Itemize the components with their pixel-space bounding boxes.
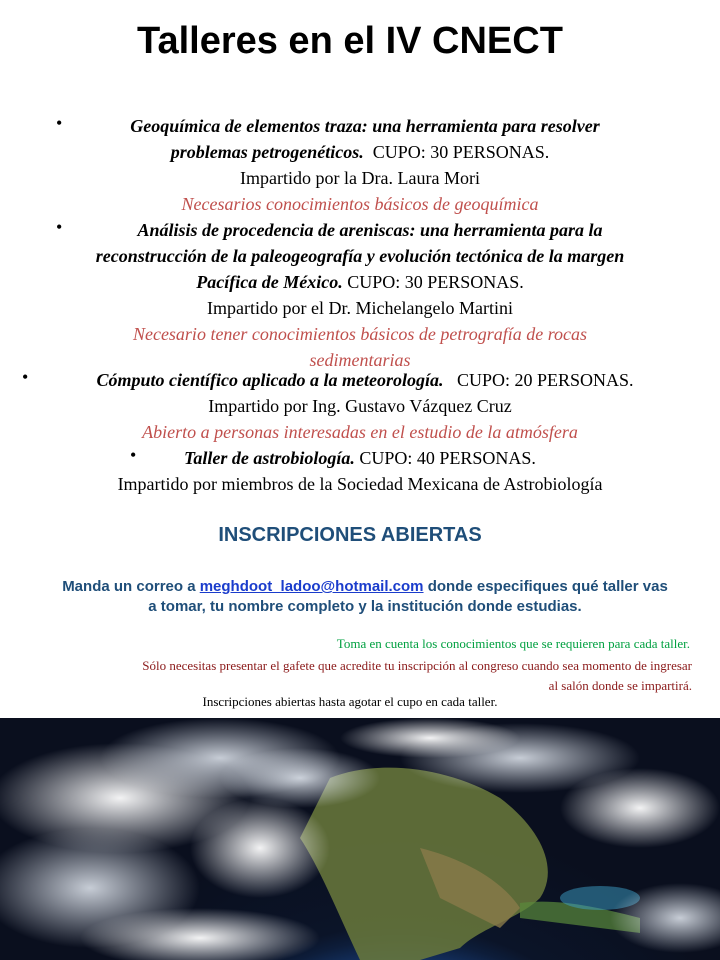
- registration-heading: INSCRIPCIONES ABIERTAS: [218, 524, 482, 546]
- workshop-name-cupo-line: [0, 139, 720, 165]
- badge-note-line-2: al salón donde se impartirá.: [548, 678, 692, 693]
- workshop-cupo: CUPO: 30 PERSONAS.: [347, 272, 524, 292]
- workshop-1: [0, 113, 720, 217]
- workshop-name: Cómputo científico aplicado a la meteorología.: [96, 370, 444, 390]
- workshop-instructor: Impartido por miembros de la Sociedad Mexicana de Astrobiología: [117, 474, 603, 494]
- workshop-3: [0, 367, 720, 445]
- workshop-requirement: sedimentarias: [309, 350, 411, 370]
- bullet-icon: •: [56, 113, 63, 133]
- workshop-instructor: Impartido por Ing. Gustavo Vázquez Cruz: [208, 396, 512, 416]
- workshop-cupo: CUPO: 30 PERSONAS.: [372, 142, 550, 162]
- workshop-name-cupo-line: [0, 445, 720, 471]
- workshop-name: reconstrucción de la paleogeografía y evolución tectónica de la margen: [95, 246, 625, 266]
- workshop-name: Taller de astrobiología.: [184, 448, 355, 468]
- requirements-note: Toma en cuenta los conocimientos que se requieren para cada taller.: [336, 636, 690, 651]
- workshop-name: problemas petrogenéticos.: [170, 142, 364, 162]
- badge-note-line-1: Sólo necesitas presentar el gafete que acredite tu inscripción al congreso cuando sea momento de ingresar: [142, 658, 692, 673]
- page-title: Talleres en el IV CNECT: [137, 20, 563, 62]
- workshop-requirement: Abierto a personas interesadas en el estudio de la atmósfera: [142, 422, 578, 442]
- workshop-name: Geoquímica de elementos traza: una herramienta para resolver: [130, 116, 600, 136]
- workshop-4: [0, 445, 720, 497]
- mail-line-2: a tomar, tu nombre completo y la institución donde estudias.: [148, 598, 582, 615]
- workshop-name: Pacífica de México.: [196, 272, 343, 292]
- badge-note: [18, 656, 692, 696]
- email-link[interactable]: meghdoot_ladoo@hotmail.com: [199, 578, 424, 595]
- workshop-instructor: Impartido por el Dr. Michelangelo Martini: [207, 298, 513, 318]
- bullet-icon: •: [22, 367, 29, 387]
- workshop-name-cupo-line: [0, 367, 720, 393]
- registration-instructions: [30, 577, 700, 617]
- workshop-2: [0, 217, 720, 373]
- workshop-requirement: Necesarios conocimientos básicos de geoquímica: [181, 194, 539, 214]
- workshop-cupo: CUPO: 40 PERSONAS.: [359, 448, 536, 468]
- mail-suffix: donde especifiques qué taller vas: [427, 578, 668, 595]
- earth-image: [0, 718, 720, 960]
- bullet-icon: •: [130, 445, 137, 465]
- workshop-cupo: CUPO: 20 PERSONAS.: [456, 370, 634, 390]
- deadline-note: Inscripciones abiertas hasta agotar el cupo en cada taller.: [202, 694, 498, 709]
- earth-illustration: [0, 718, 720, 960]
- workshop-instructor: Impartido por la Dra. Laura Mori: [240, 168, 480, 188]
- bullet-icon: •: [56, 217, 63, 237]
- workshop-requirement: Necesario tener conocimientos básicos de petrografía de rocas: [132, 324, 588, 344]
- workshop-name-cupo-line: [0, 269, 720, 295]
- mail-prefix: Manda un correo a: [62, 578, 196, 595]
- workshop-name: Análisis de procedencia de areniscas: una herramienta para la: [137, 220, 603, 240]
